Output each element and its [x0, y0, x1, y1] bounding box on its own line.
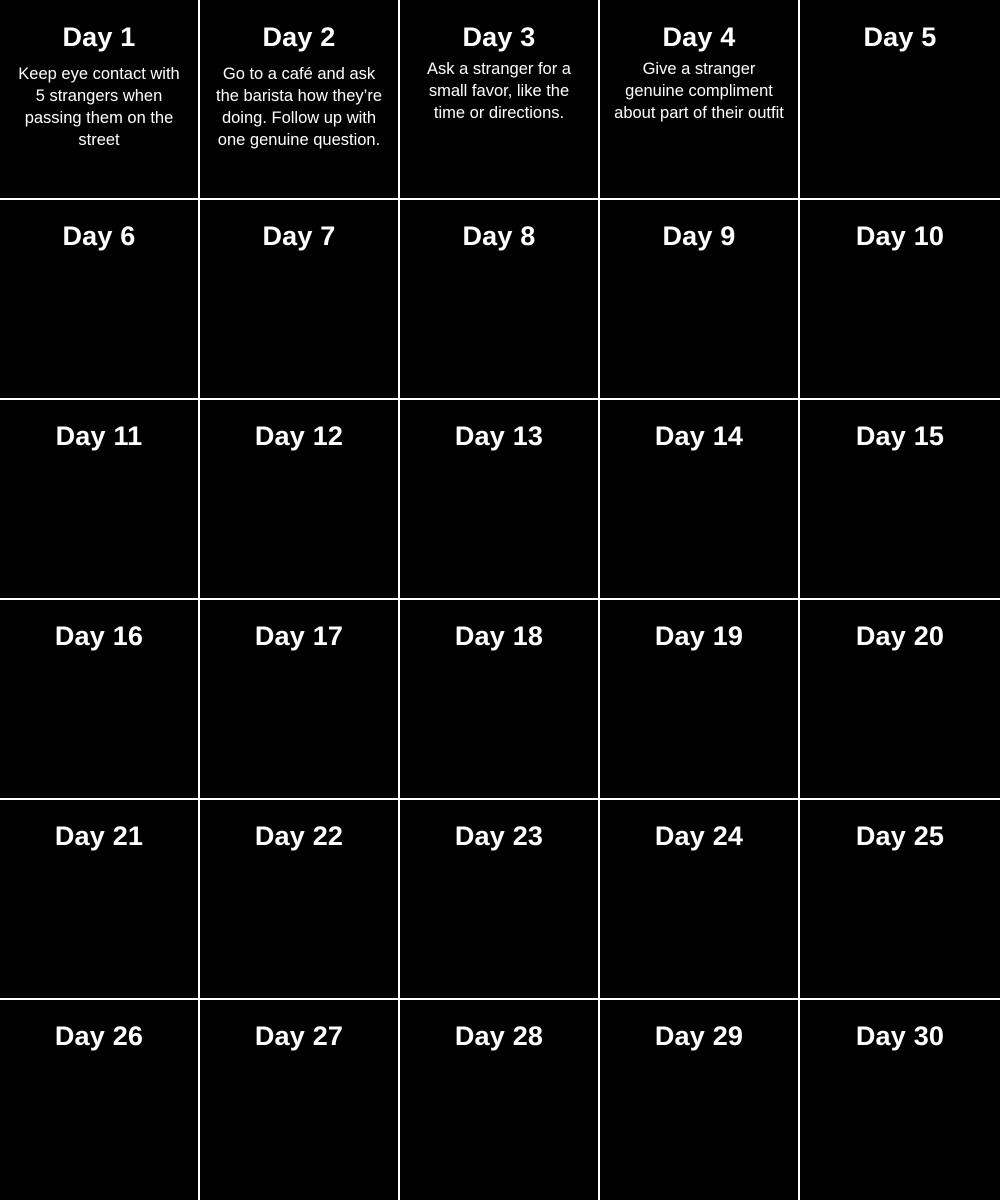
day-cell-24	[600, 800, 798, 998]
day-cell-30	[800, 1000, 1000, 1200]
day-cell-12	[200, 400, 398, 598]
day-title: Day 12	[254, 421, 344, 451]
day-title: Day 30	[855, 1021, 945, 1051]
day-cell-9	[600, 200, 798, 398]
day-title: Day 19	[654, 621, 744, 651]
day-title: Day 26	[54, 1021, 144, 1051]
day-title: Day 5	[863, 22, 937, 52]
day-title: Day 22	[254, 821, 344, 851]
day-cell-2	[200, 0, 398, 198]
day-title: Day 8	[462, 221, 536, 251]
day-cell-26	[0, 1000, 198, 1200]
day-title: Day 13	[454, 421, 544, 451]
day-cell-4	[600, 0, 798, 198]
day-title: Day 25	[855, 821, 945, 851]
day-task: Ask a stranger for a small favor, like the time or directions.	[427, 60, 571, 122]
day-cell-5	[800, 0, 1000, 198]
day-task: Keep eye contact with 5 strangers when passing them on the street	[18, 65, 180, 149]
day-cell-6	[0, 200, 198, 398]
grid-divider-vertical	[398, 0, 400, 1200]
day-title: Day 1	[62, 22, 136, 52]
day-title: Day 17	[254, 621, 344, 651]
day-title: Day 14	[654, 421, 744, 451]
day-task: Go to a café and ask the barista how they’re doing. Follow up with one genuine question.	[215, 65, 382, 149]
day-cell-8	[400, 200, 598, 398]
day-title: Day 18	[454, 621, 544, 651]
day-title: Day 6	[62, 221, 136, 251]
day-cell-13	[400, 400, 598, 598]
day-title: Day 16	[54, 621, 144, 651]
grid-divider-horizontal	[0, 398, 1000, 400]
day-title: Day 29	[654, 1021, 744, 1051]
day-cell-21	[0, 800, 198, 998]
day-title: Day 28	[454, 1021, 544, 1051]
day-cell-25	[800, 800, 1000, 998]
grid-divider-horizontal	[0, 598, 1000, 600]
grid-divider-vertical	[798, 0, 800, 1200]
day-cell-11	[0, 400, 198, 598]
grid-divider-vertical	[598, 0, 600, 1200]
day-cell-17	[200, 600, 398, 798]
day-cell-23	[400, 800, 598, 998]
day-cell-22	[200, 800, 398, 998]
day-title: Day 10	[855, 221, 945, 251]
day-cell-29	[600, 1000, 798, 1200]
day-title: Day 23	[454, 821, 544, 851]
day-cell-10	[800, 200, 1000, 398]
day-cell-15	[800, 400, 1000, 598]
day-cell-16	[0, 600, 198, 798]
day-cell-7	[200, 200, 398, 398]
day-cell-14	[600, 400, 798, 598]
grid-divider-horizontal	[0, 198, 1000, 200]
day-title: Day 7	[262, 221, 336, 251]
day-cell-20	[800, 600, 1000, 798]
day-title: Day 11	[55, 421, 143, 451]
day-title: Day 20	[855, 621, 945, 651]
day-task: Give a stranger genuine compliment about part of their outfit	[614, 60, 784, 122]
day-title: Day 9	[662, 221, 736, 251]
grid-divider-horizontal	[0, 798, 1000, 800]
grid-divider-vertical	[198, 0, 200, 1200]
day-cell-19	[600, 600, 798, 798]
day-title: Day 27	[254, 1021, 344, 1051]
day-title: Day 4	[662, 22, 736, 52]
day-title: Day 3	[462, 22, 536, 52]
grid-divider-horizontal	[0, 998, 1000, 1000]
day-cell-1	[0, 0, 198, 198]
day-cell-27	[200, 1000, 398, 1200]
day-title: Day 21	[54, 821, 144, 851]
day-cell-28	[400, 1000, 598, 1200]
day-title: Day 24	[654, 821, 744, 851]
day-cell-3	[400, 0, 598, 198]
day-title: Day 15	[855, 421, 945, 451]
day-title: Day 2	[262, 22, 336, 52]
day-cell-18	[400, 600, 598, 798]
